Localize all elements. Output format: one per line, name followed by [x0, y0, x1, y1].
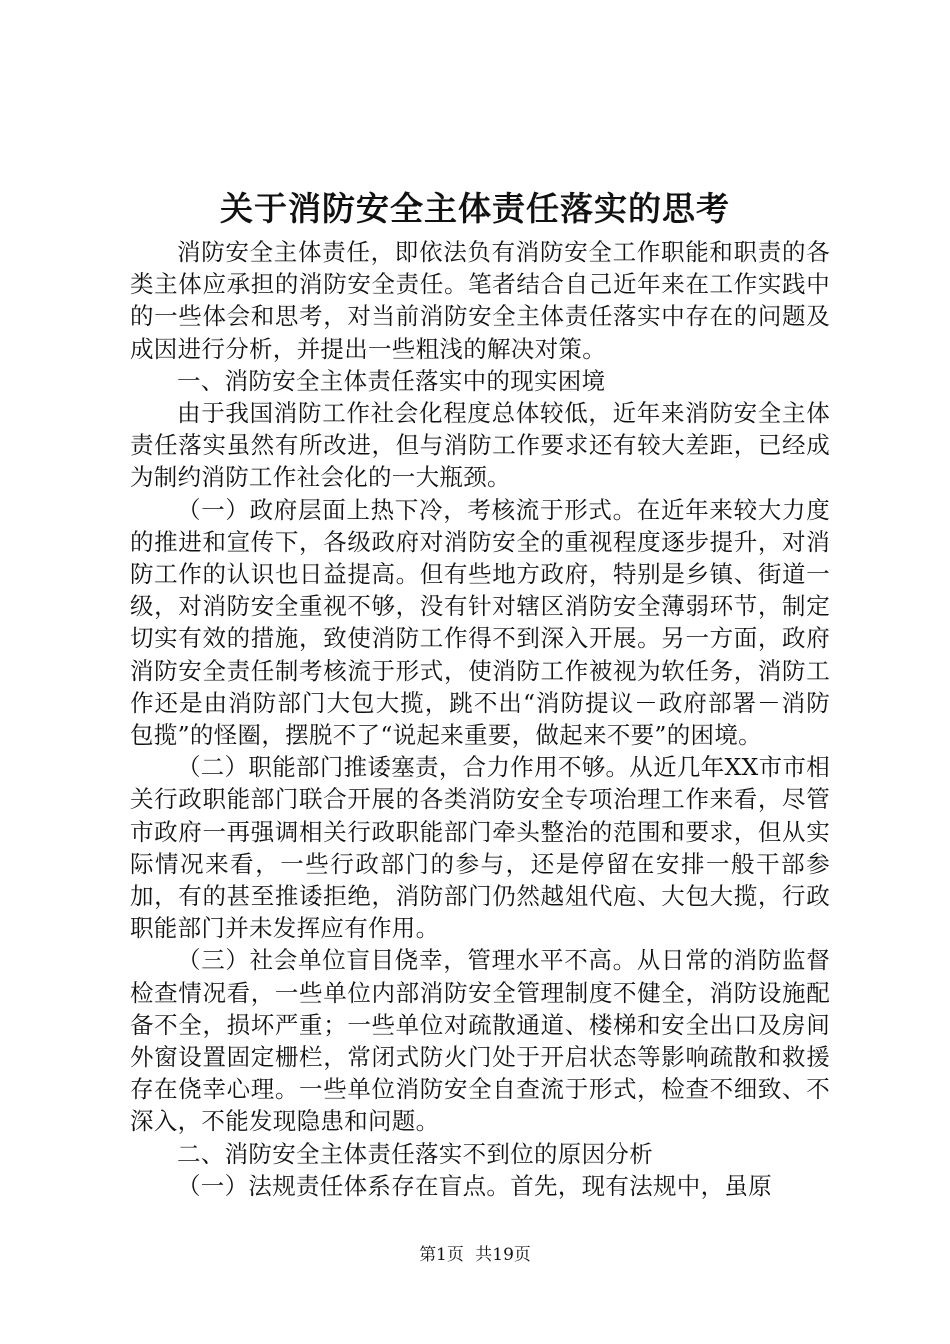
document-title: 关于消防安全主体责任落实的思考: [220, 189, 730, 228]
page-footer: [0, 1243, 950, 1267]
section-heading-1: 一、消防安全主体责任落实中的现实困境: [177, 366, 606, 395]
section-heading-2: 二、消防安全主体责任落实不到位的原因分析: [177, 1139, 653, 1168]
paragraph-cause-1: （一）法规责任体系存在盲点。首先，现有法规中，虽原: [177, 1171, 772, 1200]
paragraph-point-1: （一）政府层面上热下冷，考核流于形式。在近年来较大力度的推进和宣传下，各级政府对消防安全的重视程度逐步提升，对消防工作的认识也日益提高。但有些地方政府，特别是乡镇、街道一级，对消防安全重视不够，没有针对辖区消防安全薄弱环节，制定切实有效的措施，致使消防工作得不到深入开展。另一方面，政府消防安全责任制考核流于形式，使消防工作被视为软任务，消防工作还是由消防部门大包大揽，跳不出“消防提议－政府部署－消防包揽”的怪圈，摆脱不了“说起来重要，做起来不要”的困境。: [130, 495, 830, 750]
paragraph-point-2: （二）职能部门推诿塞责，合力作用不够。从近几年XX市市相关行政职能部门联合开展的各类消防安全专项治理工作来看，尽管市政府一再强调相关行政职能部门牵头整治的范围和要求，但从实际情况来看，一些行政部门的参与，还是停留在安排一般干部参加，有的甚至推诿拒绝，消防部门仍然越俎代庖、大包大揽，行政职能部门并未发挥应有作用。: [130, 753, 830, 943]
page-total: 共19页: [475, 1245, 531, 1265]
document-body: [130, 236, 830, 1202]
paragraph-intro: 消防安全主体责任，即依法负有消防安全工作职能和职责的各类主体应承担的消防安全责任。笔者结合自己近年来在工作实践中的一些体会和思考，对当前消防安全主体责任落实中存在的问题及成因进行分析，并提出一些粗浅的解决对策。: [130, 238, 830, 363]
paragraph-point-3: （三）社会单位盲目侥幸，管理水平不高。从日常的消防监督检查情况看，一些单位内部消防安全管理制度不健全，消防设施配备不全，损坏严重；一些单位对疏散通道、楼梯和安全出口及房间外窗设置固定栅栏，常闭式防火门处于开启状态等影响疏散和救援存在侥幸心理。一些单位消防安全自查流于形式，检查不细致、不深入，不能发现隐患和问题。: [130, 946, 830, 1136]
page-number: 第1页: [419, 1245, 464, 1265]
paragraph-overview: 由于我国消防工作社会化程度总体较低，近年来消防安全主体责任落实虽然有所改进，但与消防工作要求还有较大差距，已经成为制约消防工作社会化的一大瓶颈。: [130, 399, 830, 492]
